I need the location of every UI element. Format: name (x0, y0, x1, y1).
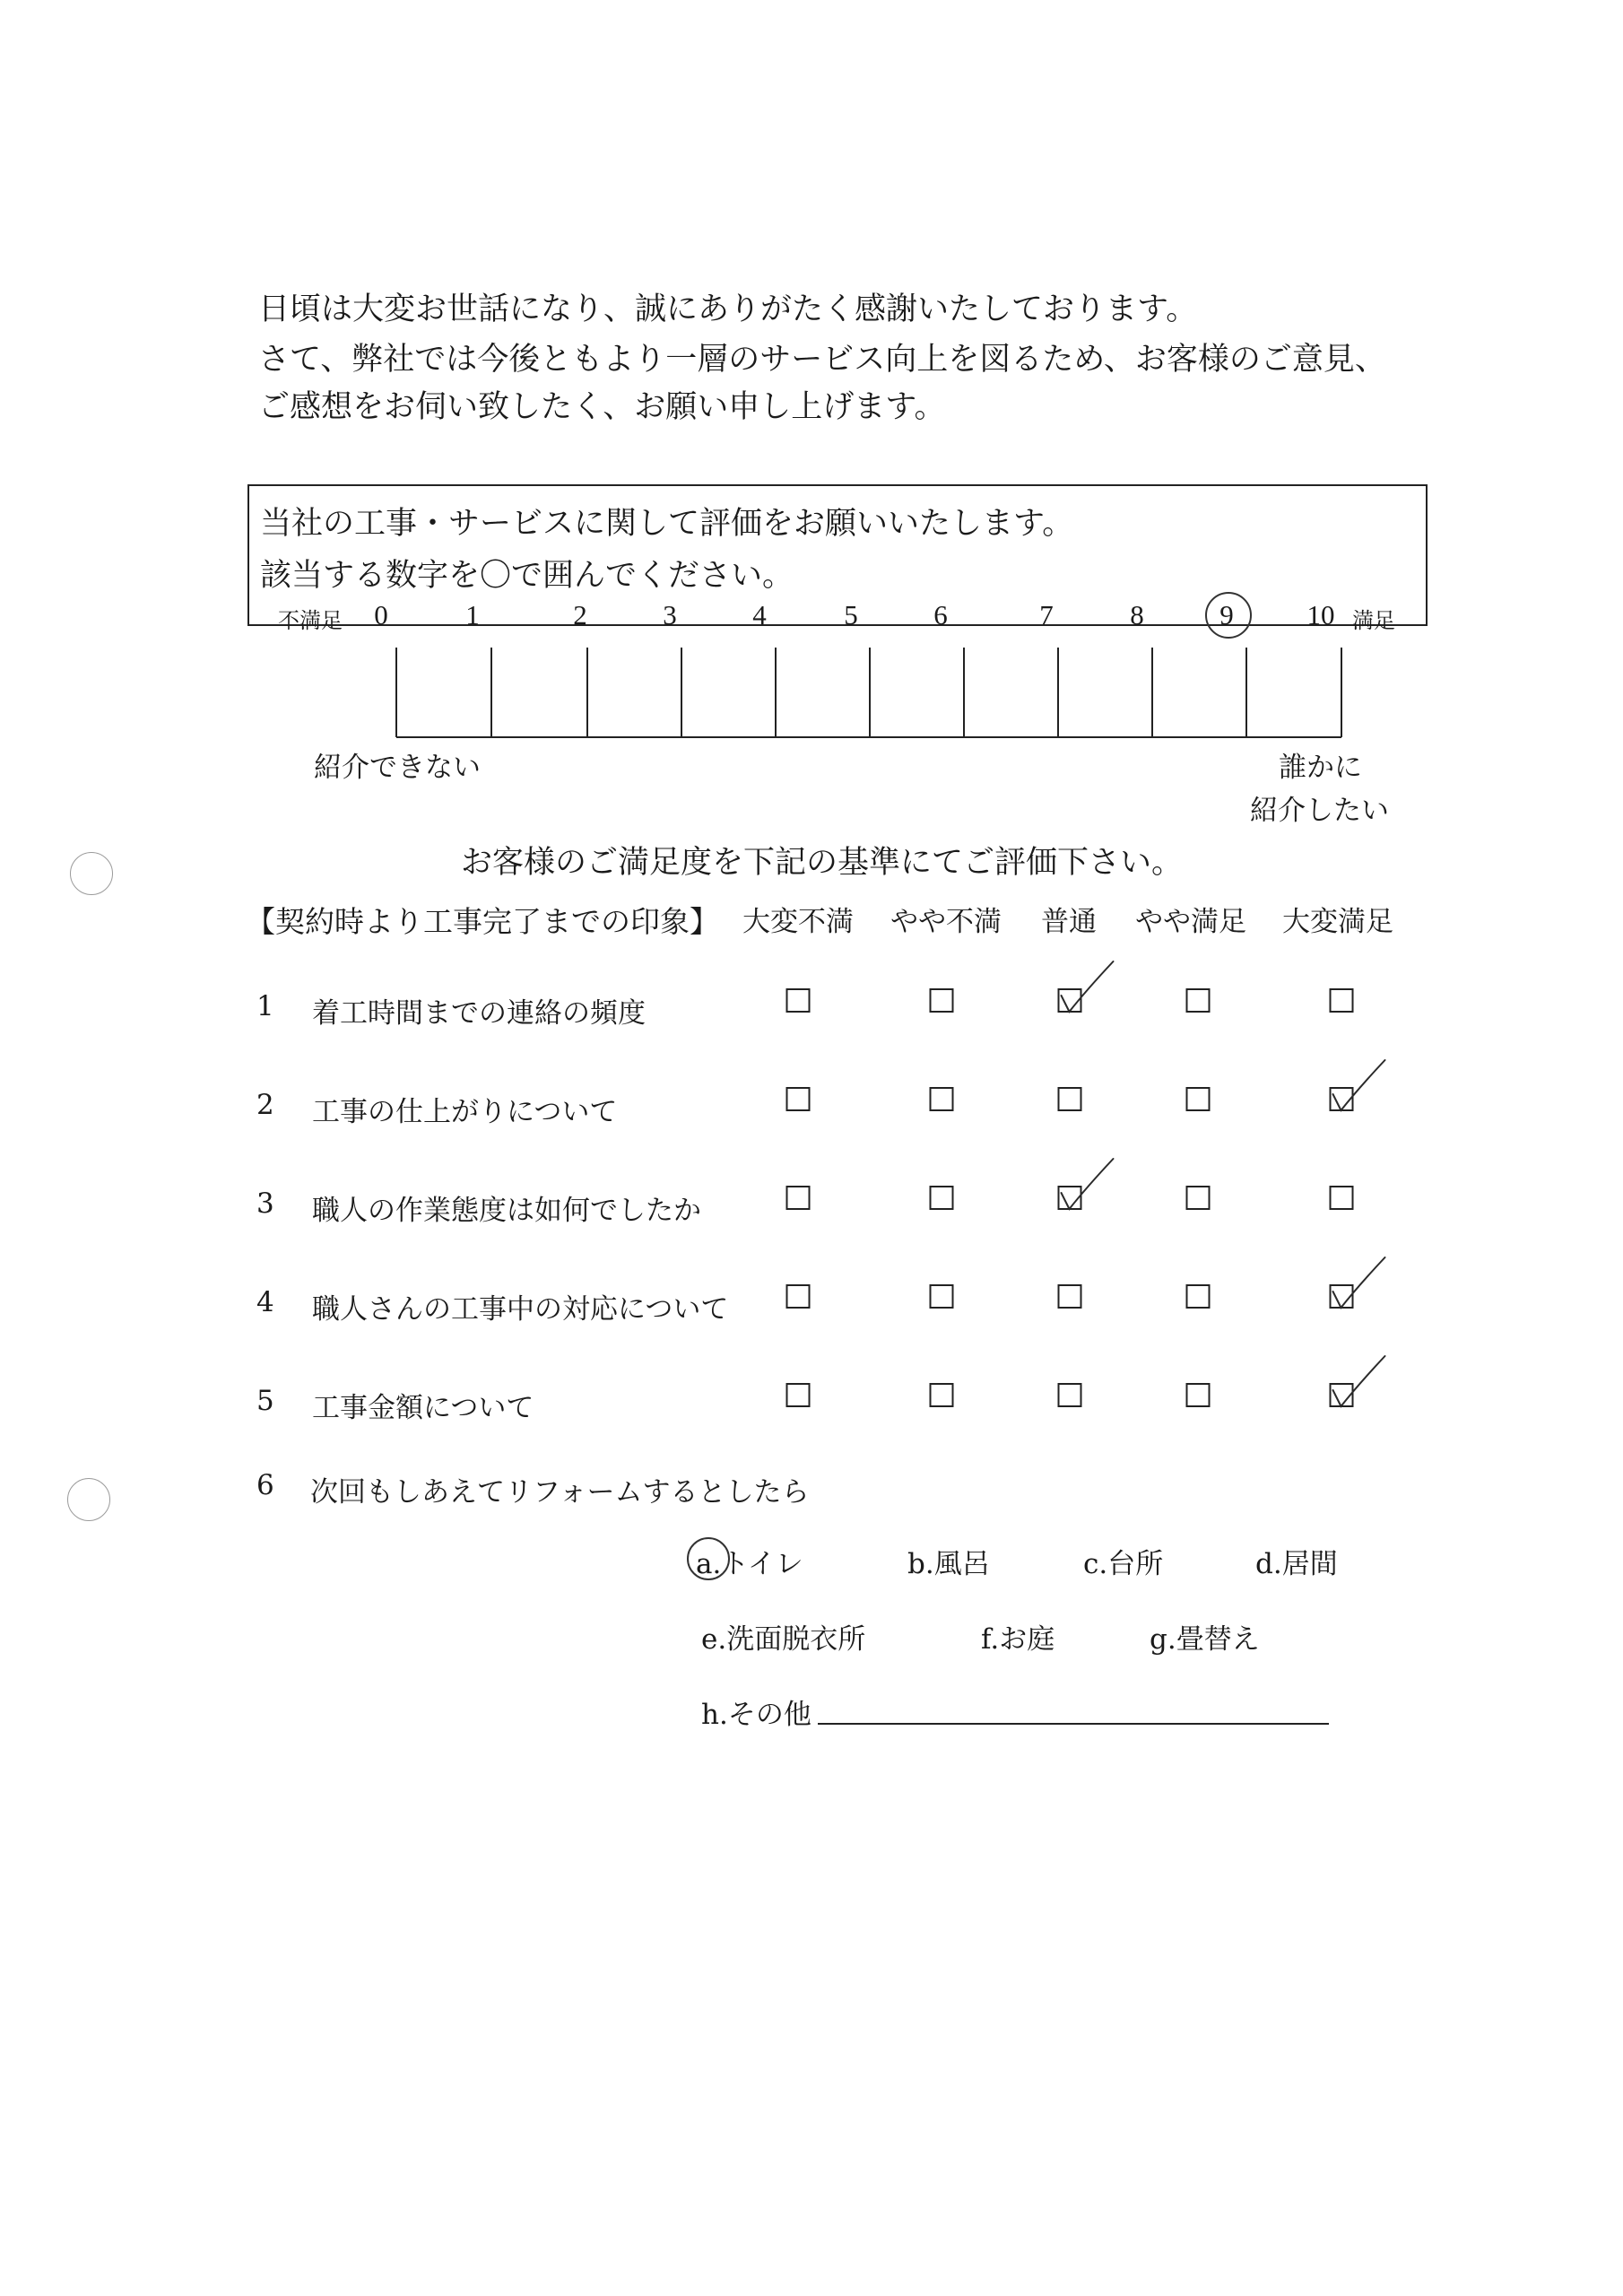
question-text: 着工時間までの連絡の頻度 (312, 997, 646, 1030)
question-text: 工事金額について (312, 1392, 534, 1424)
option-e-washroom[interactable]: e.洗面脱衣所 (701, 1623, 866, 1656)
column-header-somewhat-satisfied: やや満足 (1135, 906, 1246, 938)
scale-label-dissatisfied: 不満足 (278, 608, 343, 633)
question-number: 6 (256, 1469, 274, 1501)
checkbox[interactable] (1058, 1087, 1082, 1111)
question-number: 5 (256, 1385, 274, 1417)
column-header-somewhat-dissatisfied: やや不満 (890, 906, 1002, 938)
scale-number-0[interactable]: 0 (374, 599, 388, 631)
scale-bottom-right-label-1: 誰かに (1279, 752, 1362, 784)
scale-number-9[interactable]: 9 (1219, 599, 1234, 631)
check-mark-icon (1056, 1153, 1119, 1216)
scale-label-satisfied: 満足 (1352, 608, 1395, 633)
checkbox[interactable] (1186, 1087, 1211, 1111)
checkbox[interactable] (786, 1284, 811, 1309)
scale-number-3[interactable]: 3 (663, 599, 677, 631)
option-g-tatami[interactable]: g.畳替え (1150, 1623, 1260, 1656)
checkbox[interactable] (1330, 988, 1354, 1013)
binder-hole-top (70, 852, 113, 895)
scale-number-8[interactable]: 8 (1130, 599, 1144, 631)
checkbox[interactable] (930, 1087, 954, 1111)
scale-number-1[interactable]: 1 (465, 599, 480, 631)
checkbox[interactable] (1058, 1284, 1082, 1309)
scale-bottom-left-label: 紹介できない (314, 752, 481, 784)
scale-number-6[interactable]: 6 (933, 599, 948, 631)
option-other-input-line[interactable] (818, 1723, 1329, 1725)
check-mark-icon (1328, 1351, 1391, 1413)
check-mark-icon (1328, 1055, 1391, 1118)
question-number: 1 (256, 990, 274, 1022)
option-a-toilet[interactable]: a.トイレ (696, 1548, 803, 1580)
scale-number-4[interactable]: 4 (752, 599, 767, 631)
scale-number-10[interactable]: 10 (1306, 599, 1335, 631)
checkbox[interactable] (930, 1186, 954, 1210)
checkbox[interactable] (786, 1087, 811, 1111)
intro-line-1: 日頃は大変お世話になり、誠にありがたく感謝いたしております。 (258, 291, 1198, 327)
column-header-very-dissatisfied: 大変不満 (742, 906, 854, 938)
checkbox[interactable] (786, 1383, 811, 1407)
check-mark-icon (1056, 956, 1119, 1019)
question-text: 職人さんの工事中の対応について (312, 1293, 729, 1326)
question-text: 次回もしあえてリフォームするとしたら (310, 1476, 810, 1509)
rating-instruction-line-1: 当社の工事・サービスに関して評価をお願いいたします。 (260, 506, 1074, 542)
checkbox[interactable] (1330, 1383, 1354, 1407)
option-h-other[interactable]: h.その他 (701, 1699, 812, 1731)
checkbox[interactable] (1186, 1284, 1211, 1309)
checkbox[interactable] (1186, 1383, 1211, 1407)
column-header-normal: 普通 (1041, 906, 1097, 938)
section-label: 【契約時より工事完了までの印象】 (246, 904, 719, 939)
intro-line-2: さて、弊社では今後ともより一層のサービス向上を図るため、お客様のご意見、 (258, 342, 1386, 378)
question-text: 工事の仕上がりについて (312, 1096, 618, 1128)
checkbox[interactable] (1330, 1284, 1354, 1309)
column-header-very-satisfied: 大変満足 (1282, 906, 1393, 938)
check-mark-icon (1328, 1252, 1391, 1315)
scale-bottom-right-label-2: 紹介したい (1250, 795, 1389, 827)
rating-instruction-line-2: 該当する数字を〇で囲んでください。 (260, 558, 794, 594)
checkbox[interactable] (786, 988, 811, 1013)
binder-hole-bottom (67, 1478, 110, 1521)
checkbox[interactable] (1186, 988, 1211, 1013)
option-c-kitchen[interactable]: c.台所 (1083, 1548, 1164, 1580)
checkbox[interactable] (1330, 1087, 1354, 1111)
scale-number-2[interactable]: 2 (573, 599, 587, 631)
checkbox[interactable] (1186, 1186, 1211, 1210)
question-number: 4 (256, 1286, 274, 1318)
checkbox[interactable] (786, 1186, 811, 1210)
checkbox[interactable] (1058, 1186, 1082, 1210)
question-number: 3 (256, 1187, 274, 1220)
checkbox[interactable] (930, 1383, 954, 1407)
intro-line-3: ご感想をお伺い致したく、お願い申し上げます。 (258, 389, 946, 425)
checkbox[interactable] (1058, 1383, 1082, 1407)
option-b-bath[interactable]: b.風呂 (907, 1548, 990, 1580)
satisfaction-instruction: お客様のご満足度を下記の基準にてご評価下さい。 (461, 845, 1184, 881)
checkbox[interactable] (930, 1284, 954, 1309)
option-f-garden[interactable]: f.お庭 (981, 1623, 1055, 1656)
scale-bar (0, 0, 1623, 807)
checkbox[interactable] (1330, 1186, 1354, 1210)
question-text: 職人の作業態度は如何でしたか (312, 1195, 701, 1227)
checkbox[interactable] (930, 988, 954, 1013)
scale-number-5[interactable]: 5 (844, 599, 858, 631)
checkbox[interactable] (1058, 988, 1082, 1013)
option-d-living[interactable]: d.居間 (1255, 1548, 1338, 1580)
scale-number-7[interactable]: 7 (1039, 599, 1054, 631)
question-number: 2 (256, 1089, 274, 1121)
